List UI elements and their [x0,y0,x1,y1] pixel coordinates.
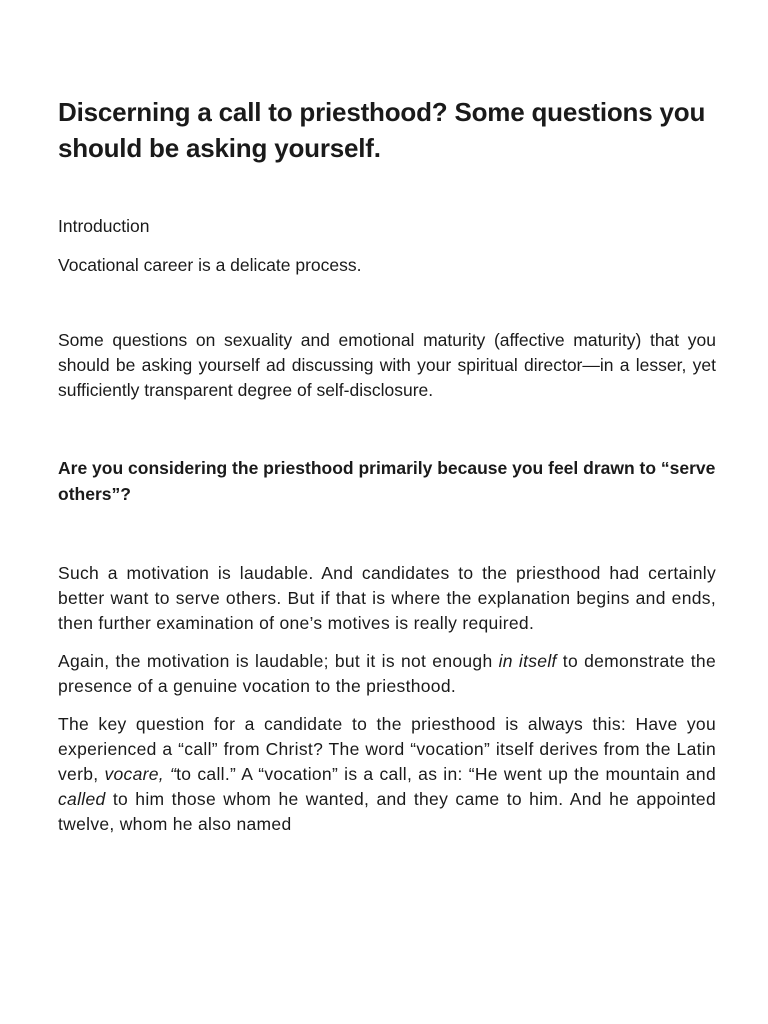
para3-italic-vocare: vocare, “ [104,764,177,784]
para2-text-before: Again, the motivation is laudable; but it is not enough [58,651,499,671]
paragraph-again [58,649,716,699]
paragraph-key-question [58,712,716,837]
document-title: Discerning a call to priesthood? Some questions you should be asking yourself. [58,97,706,163]
document-page [58,94,716,837]
para3-text-part2: to call.” A “vocation” is a call, as in: “He went up the mountain and [176,764,716,784]
section-label-introduction: Introduction [58,216,150,236]
question-heading: Are you considering the priesthood primarily because you feel drawn to “serve others”? [58,458,716,504]
para3-text-part1: The key question for a candidate to the priesthood is always this: Have you experienced a “call” from Christ? The word “vocation” itself derives from the Latin verb, [58,714,716,784]
para3-italic-called: called [58,789,106,809]
questions-intro-paragraph: Some questions on sexuality and emotional maturity (affective maturity) that you should be asking yourself ad discussing with your spiritual director—in a lesser, yet sufficiently transparent degree of self-disclosure. [58,330,716,400]
para2-text-after: to demonstrate the presence of a genuine vocation to the priesthood. [58,651,716,696]
intro-sentence: Vocational career is a delicate process. [58,255,362,275]
para3-text-part3: to him those whom he wanted, and they came to him. And he appointed twelve, whom he also named [58,789,716,834]
para2-italic-in-itself: in itself [498,651,557,671]
paragraph-motivation: Such a motivation is laudable. And candidates to the priesthood had certainly better want to serve others. But if that is where the explanation begins and ends, then further examination of one’s motives is really required. [58,563,716,633]
